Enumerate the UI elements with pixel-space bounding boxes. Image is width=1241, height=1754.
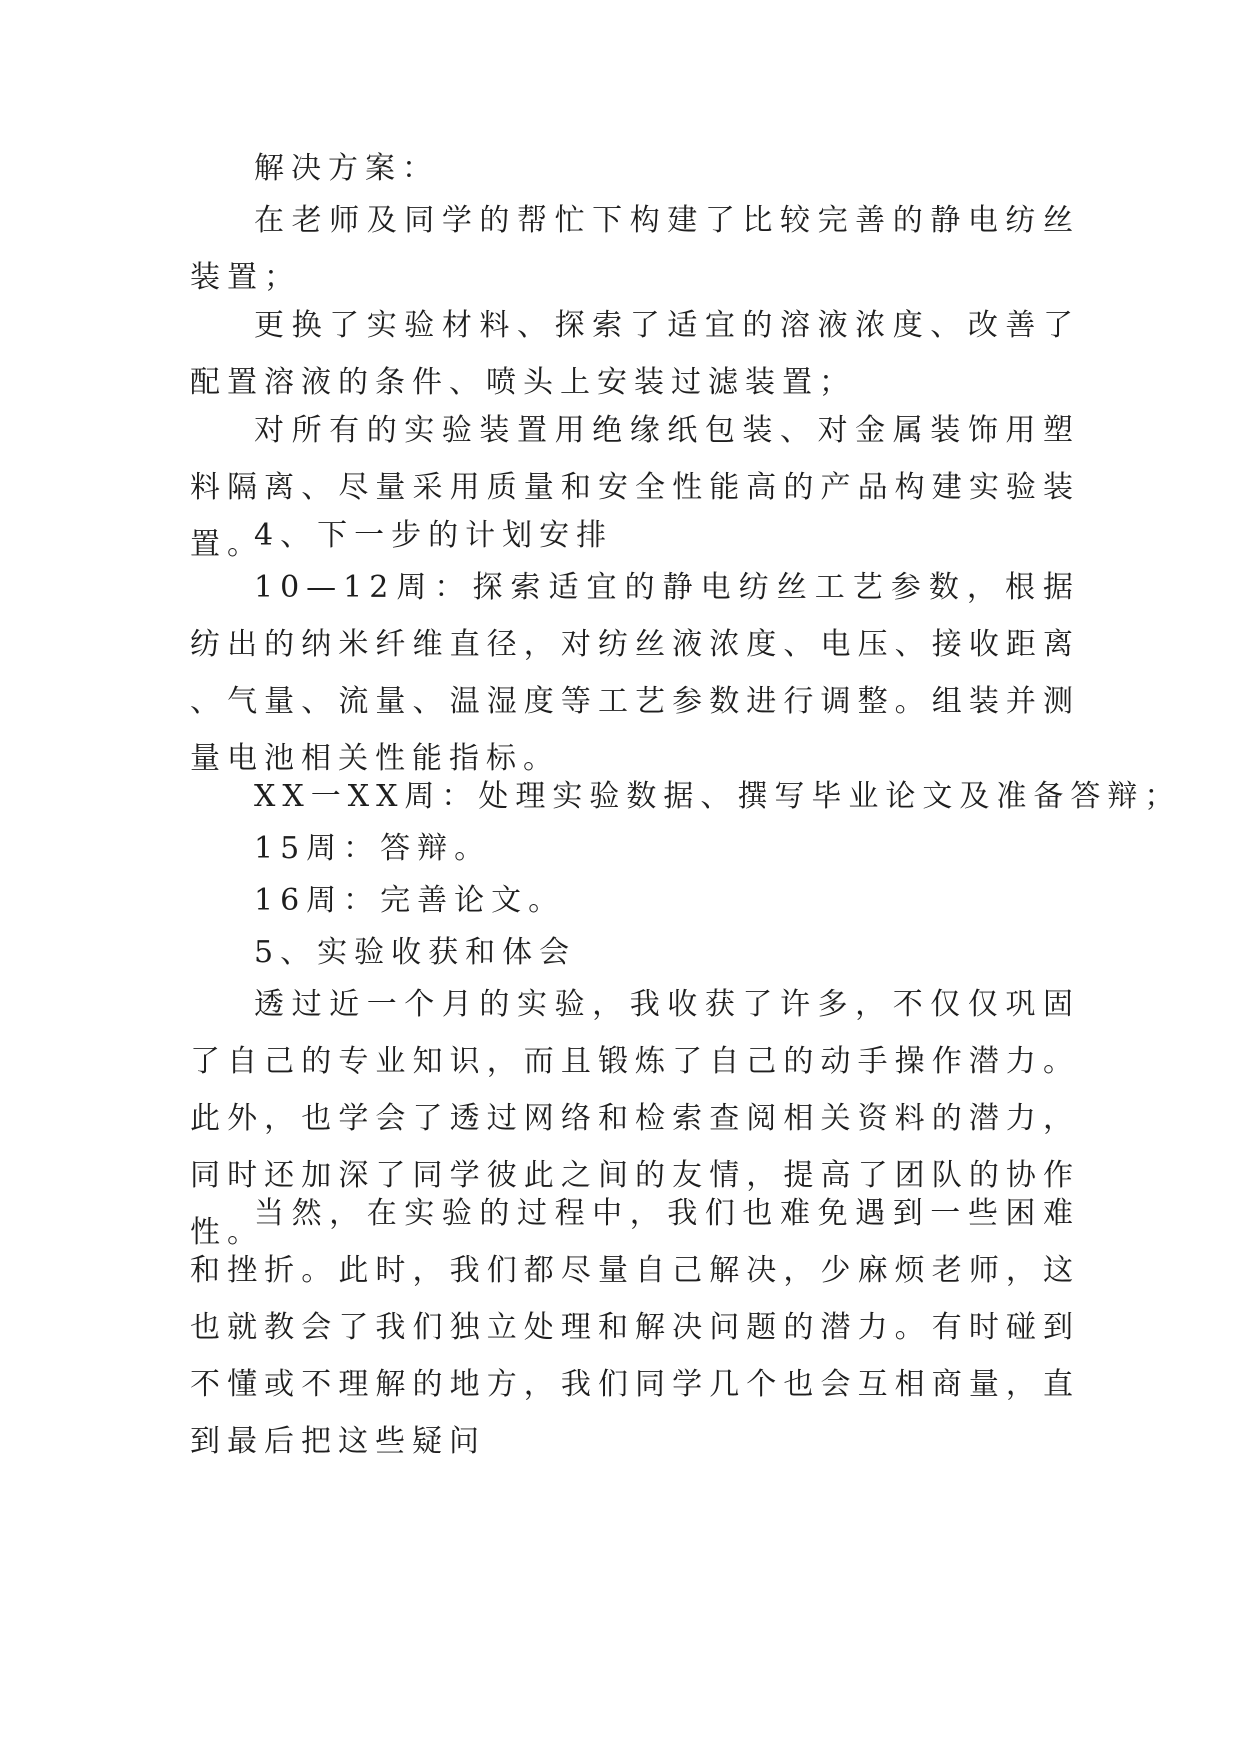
paragraph-plan-week-15: 15周：答辩。 <box>254 831 492 866</box>
paragraph-solution-2: 更换了实验材料、探索了适宜的溶液浓度、改善了配置溶液的条件、喷头上安装过滤装置； <box>190 308 1080 400</box>
paragraph-plan-week-16: 16周：完善论文。 <box>254 883 566 918</box>
paragraph-gains-1: 透过近一个月的实验，我收获了许多，不仅仅巩固了自己的专业知识，而且锻炼了自己的动手操作潜力。此外，也学会了透过网络和检索查阅相关资料的潜力，同时还加深了同学彼此之间的友情，提高了团队的协作性。 <box>190 987 1080 1250</box>
paragraph-solution-3: 对所有的实验装置用绝缘纸包装、对金属装饰用塑料隔离、尽量采用质量和安全性能高的产品构建实验装置。 <box>190 413 1080 562</box>
paragraph-solution-1: 在老师及同学的帮忙下构建了比较完善的静电纺丝装置； <box>190 203 1080 295</box>
paragraph-plan-weeks-10-12: 10—12周：探索适宜的静电纺丝工艺参数，根据纺出的纳米纤维直径，对纺丝液浓度、电压、接收距离、气量、流量、温湿度等工艺参数进行调整。组装并测量电池相关性能指标。 <box>190 570 1080 776</box>
section-heading-gains: 5、实验收获和体会 <box>254 935 577 970</box>
paragraph-plan-weeks-xx: XX一XX周：处理实验数据、撰写毕业论文及准备答辩； <box>254 779 1182 814</box>
paragraph-solution-heading: 解决方案： <box>254 151 439 186</box>
section-heading-next-plan: 4、下一步的计划安排 <box>254 518 614 553</box>
paragraph-gains-2: 当然，在实验的过程中，我们也难免遇到一些困难和挫折。此时，我们都尽量自己解决，少麻烦老师，这也就教会了我们独立处理和解决问题的潜力。有时碰到不懂或不理解的地方，我们同学几个也会互相商量，直到最后把这些疑问 <box>190 1196 1080 1459</box>
